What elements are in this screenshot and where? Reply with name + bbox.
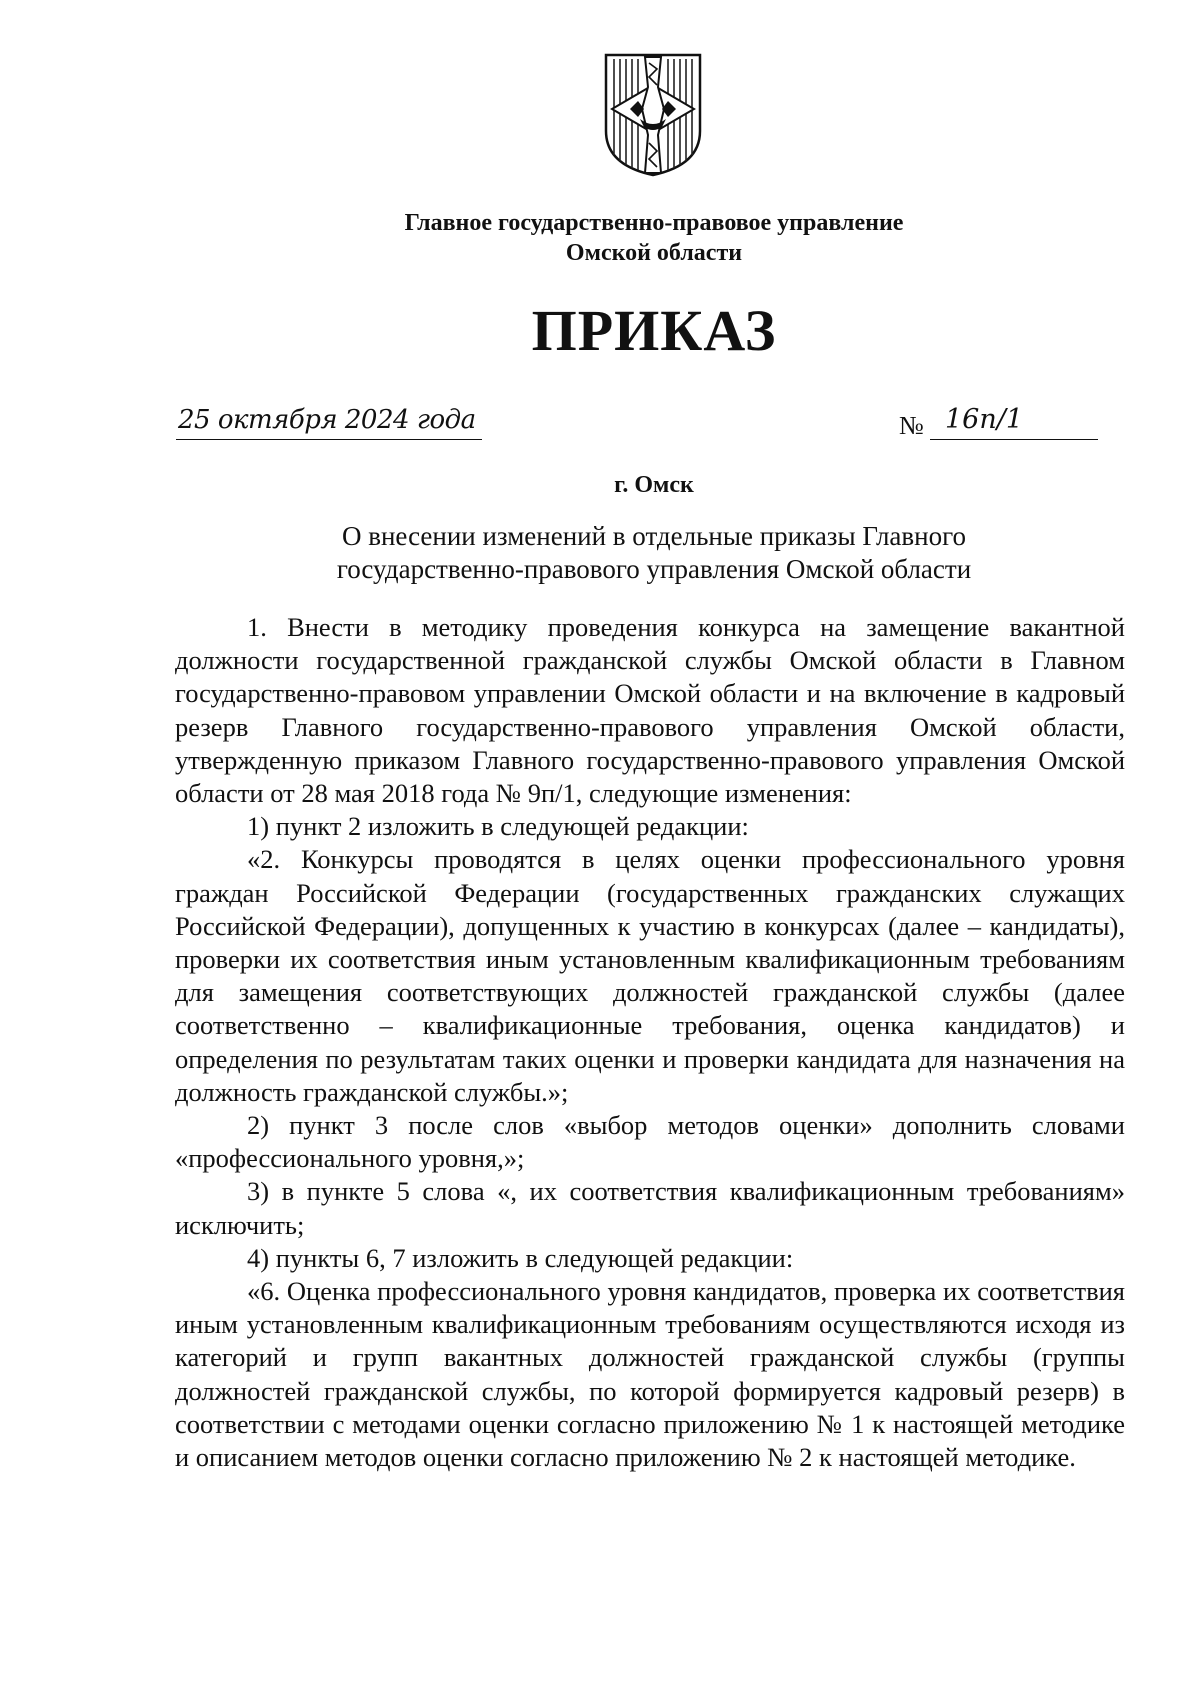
number-underline <box>930 439 1098 440</box>
order-date: 25 октября 2024 года <box>178 405 476 435</box>
document-subject <box>0 520 1200 586</box>
body-paragraph: 1) пункт 2 изложить в следующей редакции: <box>247 811 749 842</box>
organization-name: Главное государственно-правовое управление <box>404 210 904 236</box>
order-number: 16п/1 <box>945 404 1024 435</box>
document-body <box>175 611 1125 1474</box>
body-paragraph: «2. Конкурсы проводятся в целях оценки профессионального уровня граждан Российской Федерации (государственных гражданских служащих Российской Федерации), допущенных к участию в конкурсах (далее – кандидаты), проверки их соответствия иным установленным квалификационным требованиям для замещения соответствующих должностей гражданской службы (далее соответственно – квалификационные требования, оценка кандидатов) и определения по результатам таких оценки и проверки кандидата для назначения на должность гражданской службы.»; <box>175 844 1125 1107</box>
number-sign: № <box>899 411 924 440</box>
coat-of-arms-icon <box>600 47 706 179</box>
subject-line-2: государственно-правового управления Омской области <box>336 554 972 584</box>
date-underline <box>176 439 482 440</box>
body-paragraph: 2) пункт 3 после слов «выбор методов оценки» дополнить словами «профессионального уровня,»; <box>175 1110 1125 1174</box>
body-paragraph: 1. Внести в методику проведения конкурса на замещение вакантной должности государственной гражданской службы Омской области в Главном государственно-правовом управлении Омской области и на включение в кадровый резерв Главного государственно-правового управления Омской области, утвержденную приказом Главного государственно-правового управления Омской области от 28 мая 2018 года № 9п/1, следующие изменения: <box>175 612 1125 809</box>
document-title: ПРИКАЗ <box>531 298 777 363</box>
subject-line-1: О внесении изменений в отдельные приказы Главного <box>341 521 967 551</box>
body-paragraph: 4) пункты 6, 7 изложить в следующей редакции: <box>247 1242 794 1273</box>
body-paragraph: 3) в пункте 5 слова «, их соответствия квалификационным требованиям» исключить; <box>175 1176 1125 1240</box>
body-paragraph: «6. Оценка профессионального уровня кандидатов, проверка их соответствия иным установленным квалификационным требованиям осуществляются исходя из категорий и групп вакантных должностей гражданской службы (группы должностей гражданской службы, по которой формируется кадровый резерв) в соответствии с методами оценки согласно приложению № 1 к настоящей методике и описанием методов оценки согласно приложению № 2 к настоящей методике. <box>175 1276 1125 1473</box>
organization-region: Омской области <box>565 240 743 266</box>
city-line: г. Омск <box>614 472 694 498</box>
